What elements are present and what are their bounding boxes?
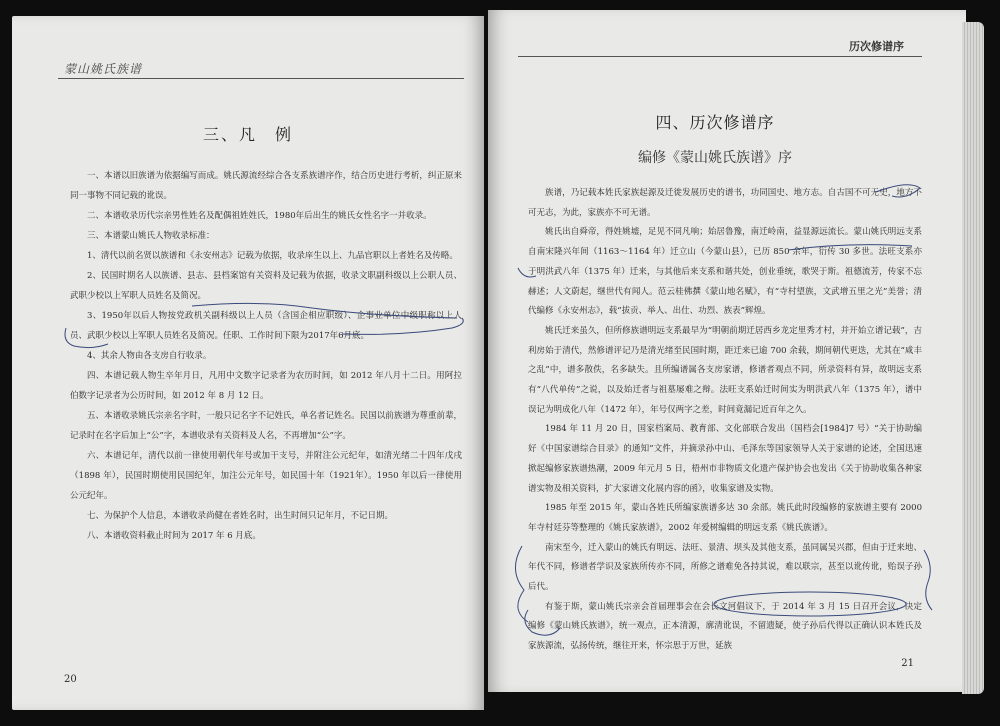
left-page-number: 20: [64, 674, 77, 685]
left-paragraph-11: 七、为保护个人信息，本谱收录尚健在者姓名时，出生时间只记年月，不记日期。: [87, 511, 394, 521]
left-paragraph-10: 六、本谱记年，清代以前一律使用朝代年号或加干支号，并附注公元纪年，如清光绪二十四年戊戌（1898 年），民国时期使用民国纪年，加注公元年号，如民国十年（1921年）。1950 年以后一律使用公元纪年。: [70, 451, 462, 501]
left-paragraph-9: 五、本谱收录姚氏宗亲名字时，一般只记名字不记姓氏，单名者记姓名。民国以前族谱为尊重前辈，记录时在名字后加上“公”字，本谱收录有关资料及人名，不再增加“公”字。: [70, 411, 462, 441]
left-paragraph-2: 二、本谱收录历代宗亲男性姓名及配偶祖姓姓氏，1980年后出生的姚氏女性名字一并收录。: [87, 211, 432, 221]
right-paragraph-7: 有鉴于斯，蒙山姚氏宗亲会首届理事会在会长文河倡议下，于 2014 年 3 月 15 日召开会议，决定编修《蒙山姚氏族谱》，统一观点，正本清源，廓清讹误，不留遗疑，使子孙后代得以正确认识本姓氏及家族源流，弘扬传统，继往开来，怀宗思于万世，延族: [528, 601, 922, 652]
right-page: [488, 10, 966, 692]
left-body-text: [70, 166, 462, 546]
right-paragraph-1: 族谱，乃记载本姓氏家族起源及迁徙发展历史的谱书，功同国史、地方志。自古国不可无史，地方不可无志，为此，家族亦不可无谱。: [528, 188, 922, 218]
left-paragraph-1: 一、本谱以旧族谱为依据编写而成。姚氏源流经综合各支系族谱序作，结合历史进行考析，纠正原来同一事物不同记载的讹误。: [70, 171, 462, 201]
left-paragraph-7: 4、其余人物由各支房自行收录。: [87, 351, 212, 361]
right-paragraph-5: 1985 年至 2015 年，蒙山各姓氏所编家族谱多达 30 余部。姚氏此时段编修的家族谱主要有 2000 年寺村廷芬等整理的《姚氏家族谱》，2002 年爱树编辑的明远支系《姚氏族谱》。: [528, 503, 922, 533]
left-paragraph-3: 三、本谱蒙山姚氏人物收录标准：: [87, 231, 215, 241]
right-running-header: 历次修谱序: [849, 40, 904, 53]
right-paragraph-2: 姚氏出自舜帝，得姓姚墟，足见不同凡响；始居鲁豫，南迁岭南，益显源远流长。蒙山姚氏明远支系自南宋隆兴年间（1163～1164 年）迁立山（今蒙山县），已历 850 余年，衍传 30 多世。法旺支系亦于明洪武八年（1375 年）迁来，与其他后来支系和谐共处，创业垂统，歌哭于斯。祖德流芳，传家不忘赫述；人文蔚起，继世代有闻人。范云桂佛撰《蒙山地名赋》，有“寺村望族，文武增五里之光”美誉；清代编修《永安州志》，载“拔贡、举人、出仕、功烈、族表”辉煌。: [528, 227, 922, 317]
left-section-title: 三、凡 例: [202, 125, 293, 144]
right-paragraph-3: 姚氏迁来虽久，但所修族谱明远支系最早为“明朝前期迁居西乡龙定里秀才村，并开始立谱记载”，吉利房始于清代，然修谱评记乃是清光绪至民国时期，距迁来已逾 700 余载，期间朝代更迭，尤其在“咸丰之乱”中，谱多散佚，名多缺失。且所编谱属各支房家谱，修谱者观点不同，所录资料有异，故明远支系有“八代单传”之说，以及始迁者与祖墓屡难之辩。法旺支系始迁时间实为明洪武八年（1375 年），谱中误记为明成化八年（1472 年），年号仅两字之差，时间竟漏记近百年之久。: [528, 325, 922, 415]
left-paragraph-5: 2、民国时期名人以族谱、县志、县档案馆有关资料及记载为依据，收录文职副科级以上公职人员、武职少校以上军职人员姓名及简况。: [70, 271, 462, 301]
left-paragraph-8: 四、本谱记载人物生卒年月日，凡用中文数字记录者为农历时间，如 2012 年八月十二日。用阿拉伯数字记录者为公历时间，如 2012 年 8 月 12 日。: [70, 371, 462, 401]
right-paragraph-4: 1984 年 11 月 20 日，国家档案局、教育部、文化部联合发出（国档会[1984]7 号）“关于协助编好《中国家谱综合目录》的通知”文件，并摘录孙中山、毛泽东等国家领导人关于家谱的论述，全国迅速掀起编修家族谱热潮，2009 年元月 5 日，梧州市非物质文化遗产保护协会也发出《关于协助收集各种家谱实物及相关资料，扩大家谱文化展内容的函》，收集家谱及实物。: [528, 424, 922, 494]
right-page-number: 21: [901, 658, 914, 669]
left-paragraph-4: 1、清代以前名贤以族谱和《永安州志》记载为依据，收录庠生以上、九品官职以上者姓名及传略。: [87, 251, 458, 261]
right-paragraph-6: 南宋至今，迁入蒙山的姚氏有明远、法旺、景清、坝头及其他支系，虽同属吴兴郡，但由于迁来地、年代不同，修谱者学识及家族所传亦不同，所修之谱难免各持其说，难以联宗，甚至以讹传讹，贻误子孙后代。: [528, 542, 922, 593]
right-header-rule: [518, 56, 922, 57]
page-stack-edge: [962, 22, 984, 694]
left-page: [12, 16, 484, 710]
left-paragraph-6: 3、1950年以后人物按党政机关副科级以上人员（含国企相应职级）、企事业单位中级职称以上人员、武职少校以上军职人员姓名及简况。任职、工作时间下限为2017年6月底。: [70, 311, 462, 341]
left-running-header: 蒙山姚氏族谱: [64, 62, 143, 76]
preface-title: 编修《蒙山姚氏族谱》序: [638, 150, 792, 166]
right-section-title: 四、历次修谱序: [655, 113, 775, 132]
left-header-rule: [58, 78, 464, 79]
right-body-text: [528, 184, 922, 657]
left-paragraph-12: 八、本谱收资料截止时间为 2017 年 6 月底。: [87, 531, 261, 541]
